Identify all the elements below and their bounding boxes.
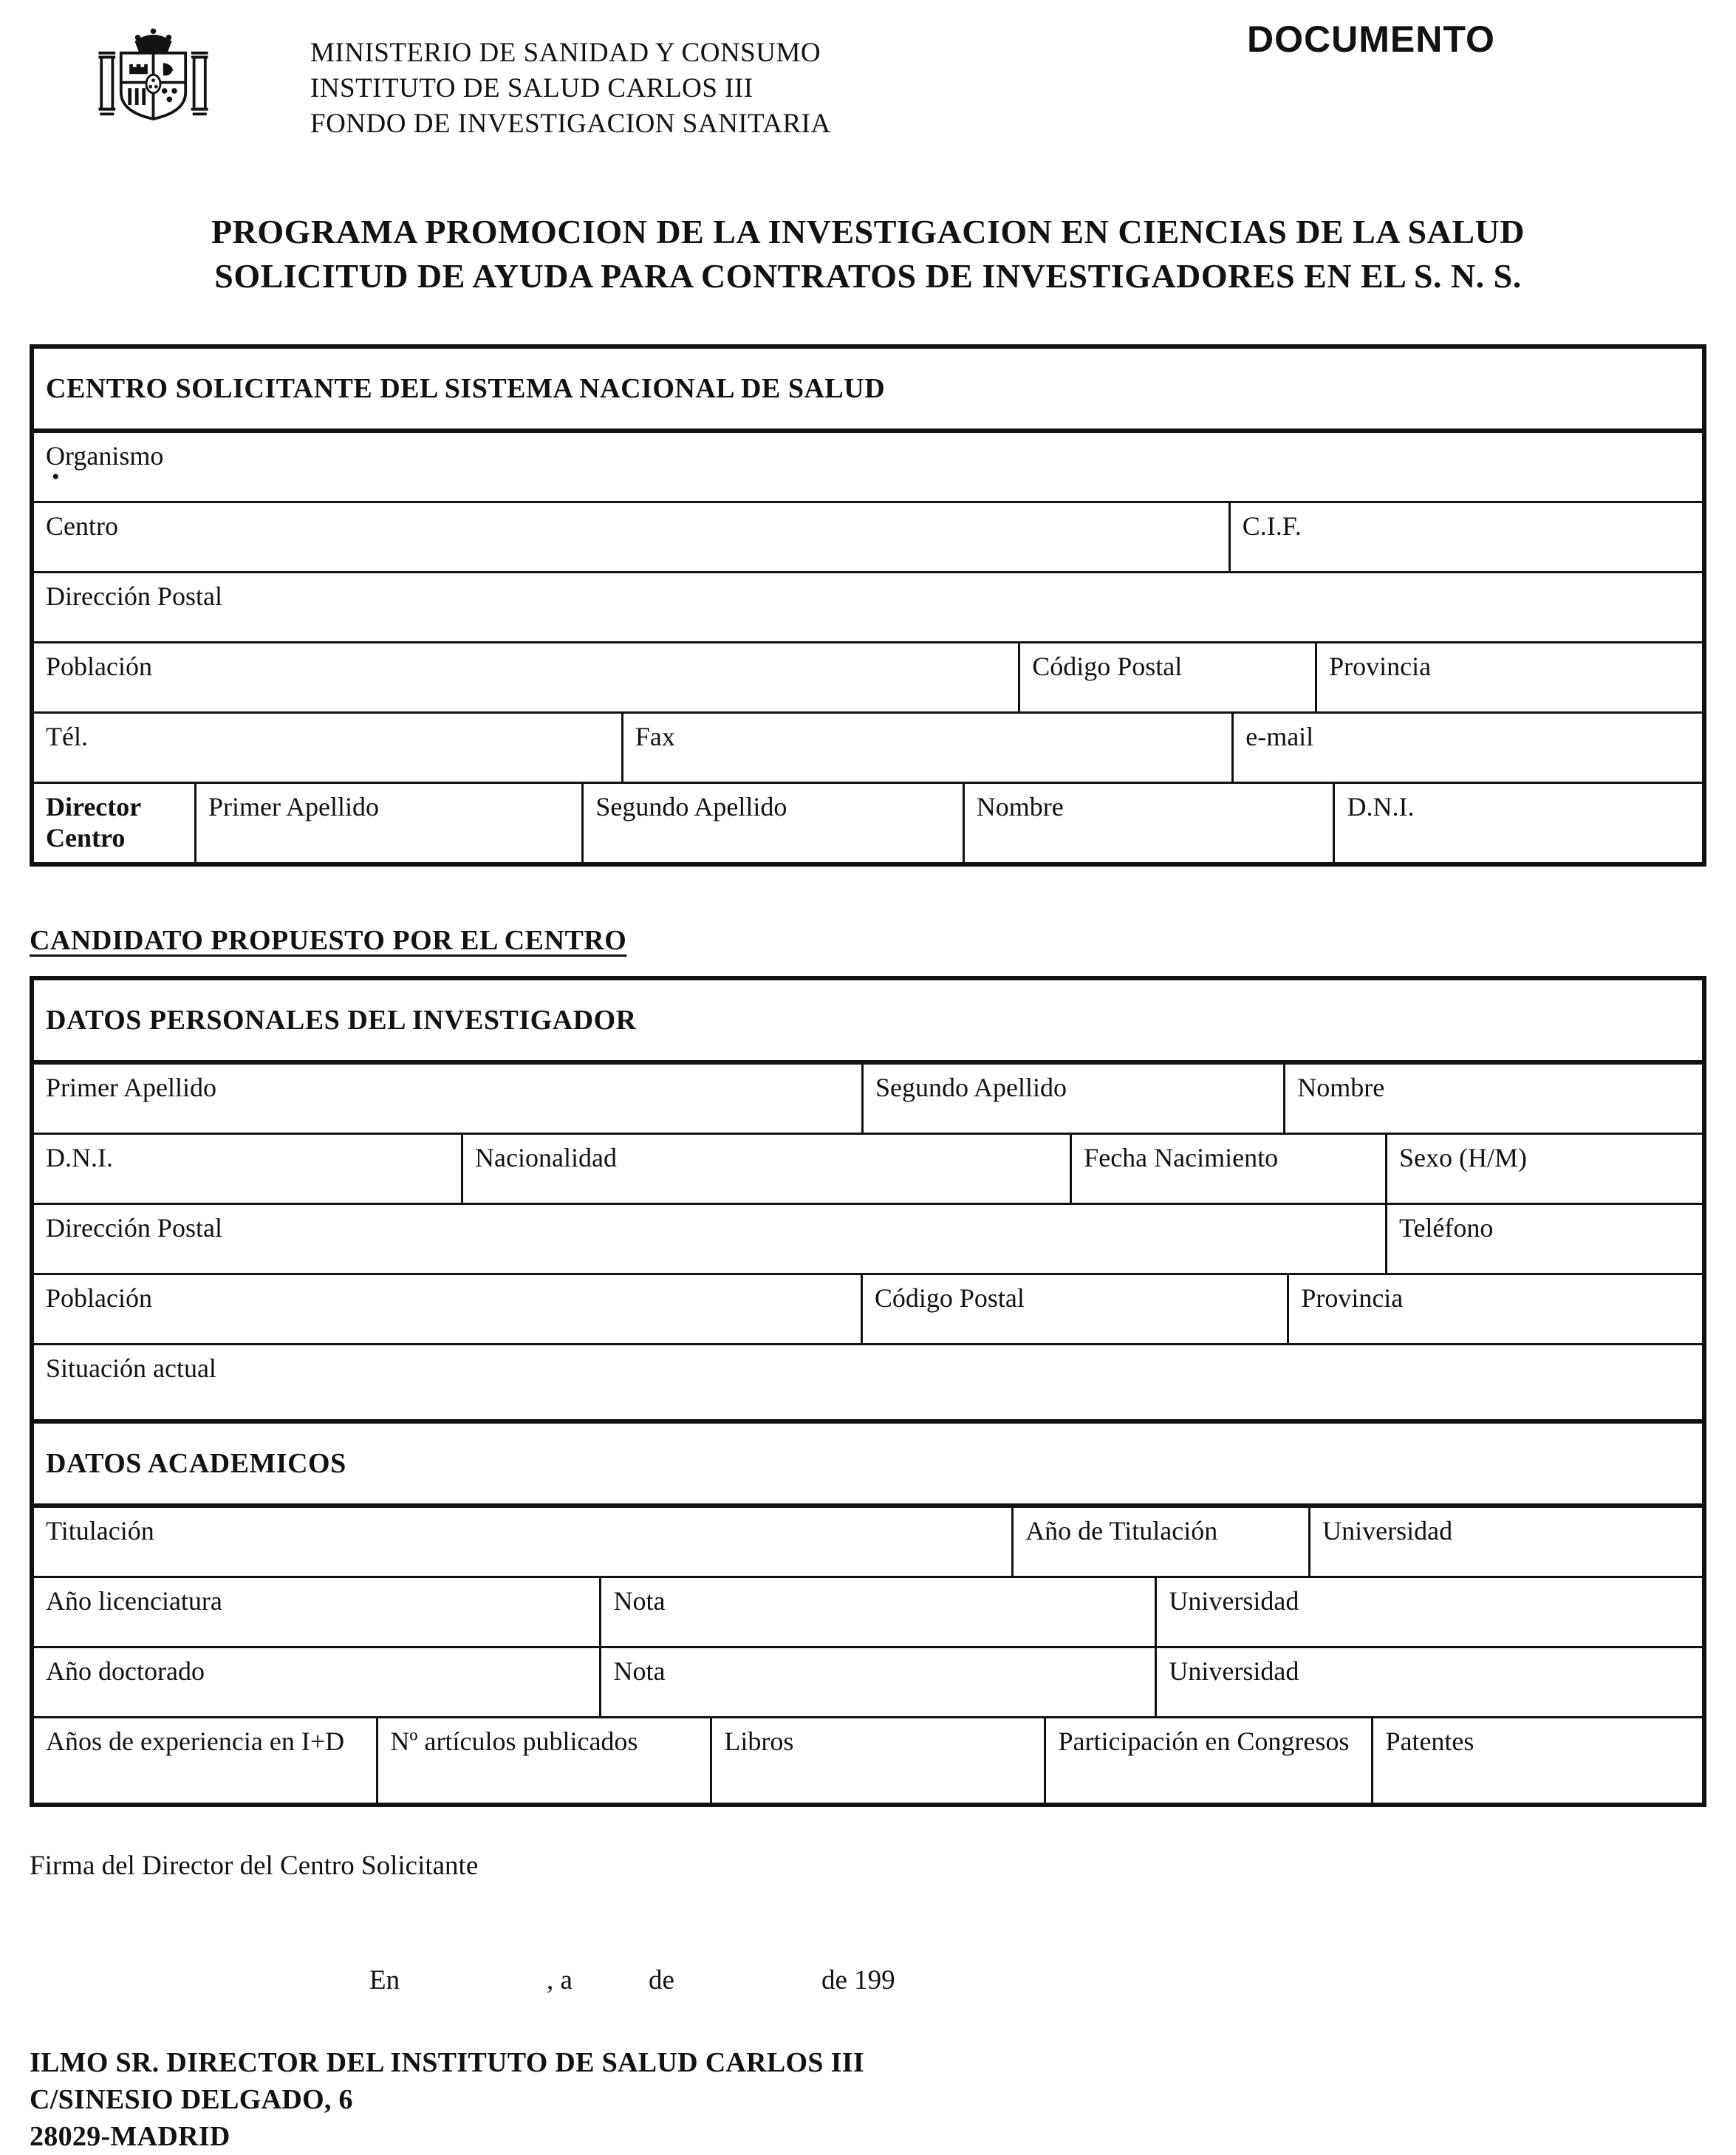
libros-field (710, 1718, 1044, 1803)
table-row (34, 1576, 1702, 1646)
date-a: , a (547, 1964, 573, 1995)
nota-label: Nota (613, 1656, 666, 1686)
personales-header-row (34, 980, 1702, 1060)
table-row (34, 571, 1702, 641)
ano-titulacion-label: Año de Titulación (1025, 1515, 1218, 1546)
nacionalidad-field (461, 1135, 1070, 1203)
ministry-line-1: MINISTERIO DE SANIDAD Y CONSUMO (310, 38, 821, 68)
codigo-postal-label: Código Postal (874, 1283, 1025, 1313)
sexo-field (1385, 1135, 1702, 1203)
universidad-label: Universidad (1322, 1515, 1453, 1546)
cif-label: C.I.F. (1242, 510, 1302, 541)
table-row (34, 1646, 1702, 1716)
inv-dni-field (34, 1135, 461, 1203)
inv-segundo-apellido-field (861, 1065, 1283, 1133)
table-row (34, 501, 1702, 571)
poblacion-label: Población (46, 1283, 152, 1313)
table-row (34, 1273, 1702, 1343)
document-type-label: DOCUMENTO (1247, 18, 1495, 60)
email-label: e-mail (1245, 721, 1314, 751)
universidad-label: Universidad (1169, 1656, 1299, 1686)
situacion-actual-field (34, 1345, 1702, 1419)
ano-titulacion-field (1011, 1508, 1308, 1576)
direccion-postal-field (34, 573, 1702, 641)
addressee-city: 28029-MADRID (30, 2121, 230, 2153)
dni-label: D.N.I. (1347, 791, 1415, 822)
fax-label: Fax (635, 721, 675, 751)
direccion-postal-label: Dirección Postal (46, 581, 222, 611)
articulos-publicados-field (376, 1718, 710, 1803)
firma-line: Firma del Director del Centro Solicitante (30, 1850, 479, 1881)
table-row (34, 782, 1702, 862)
candidato-heading: CANDIDATO PROPUESTO POR EL CENTRO (30, 924, 627, 956)
segundo-apellido-label: Segundo Apellido (595, 791, 787, 822)
nota-licenciatura-field (599, 1578, 1155, 1646)
inv-primer-apellido-field (34, 1065, 861, 1133)
codigo-postal-label: Código Postal (1032, 651, 1183, 681)
telefono-field (34, 714, 621, 782)
organismo-label: Organismo (46, 440, 164, 471)
stray-dot-mark: • (52, 464, 60, 489)
centro-table-header-row (34, 349, 1702, 428)
titulacion-field (34, 1508, 1011, 1576)
titulacion-label: Titulación (46, 1515, 154, 1546)
congresos-label: Participación en Congresos (1058, 1726, 1350, 1756)
director-nombre-field (963, 784, 1333, 862)
table-row (34, 1343, 1702, 1419)
table-row (34, 711, 1702, 782)
ano-doctorado-field (34, 1648, 599, 1716)
ministry-line-2: INSTITUTO DE SALUD CARLOS III (310, 73, 753, 104)
telefono-label: Teléfono (1398, 1212, 1494, 1243)
academicos-section-title: DATOS ACADEMICOS (46, 1447, 346, 1479)
fax-field (621, 714, 1231, 782)
fecha-nacimiento-label: Fecha Nacimiento (1084, 1142, 1279, 1172)
segundo-apellido-label: Segundo Apellido (875, 1072, 1067, 1102)
experiencia-id-field (34, 1718, 376, 1803)
table-row (34, 1203, 1702, 1273)
table-row (34, 428, 1702, 501)
primer-apellido-label: Primer Apellido (46, 1072, 216, 1102)
table-row (34, 1716, 1702, 1803)
ano-doctorado-label: Año doctorado (46, 1656, 205, 1686)
inv-codigo-postal-field (861, 1275, 1287, 1343)
inv-telefono-field (1385, 1205, 1702, 1273)
director-dni-field (1333, 784, 1702, 862)
form-title-line2: SOLICITUD DE AYUDA PARA CONTRATOS DE INVESTIGADORES EN EL S. N. S. (214, 257, 1522, 296)
form-title (30, 210, 1706, 298)
centro-field (34, 503, 1228, 571)
addressee-street: C/SINESIO DELGADO, 6 (30, 2084, 353, 2116)
codigo-postal-field (1018, 643, 1315, 711)
table-row (34, 1060, 1702, 1133)
sexo-label: Sexo (H/M) (1398, 1142, 1527, 1172)
nombre-label: Nombre (976, 791, 1064, 822)
patentes-field (1371, 1718, 1702, 1803)
centro-label: Centro (46, 510, 118, 541)
nacionalidad-label: Nacionalidad (475, 1142, 617, 1172)
table-row (34, 1503, 1702, 1576)
poblacion-label: Población (46, 651, 152, 681)
cif-field (1228, 503, 1702, 571)
fecha-nacimiento-field (1070, 1135, 1385, 1203)
ministry-line-3: FONDO DE INVESTIGACION SANITARIA (310, 109, 831, 140)
direccion-postal-label: Dirección Postal (46, 1212, 222, 1243)
organismo-field (34, 433, 1702, 501)
articulos-publicados-label: Nº artículos publicados (390, 1726, 638, 1756)
form-title-line1: PROGRAMA PROMOCION DE LA INVESTIGACION EN CIENCIAS DE LA SALUD (211, 213, 1525, 251)
patentes-label: Patentes (1385, 1726, 1474, 1756)
experiencia-id-label: Años de experiencia en I+D (46, 1726, 345, 1756)
inv-poblacion-field (34, 1275, 861, 1343)
director-centro-field (34, 784, 194, 862)
director-segundo-apellido-field (581, 784, 962, 862)
poblacion-field (34, 643, 1018, 711)
inv-nombre-field (1283, 1065, 1702, 1133)
universidad-doctorado-field (1155, 1648, 1702, 1716)
primer-apellido-label: Primer Apellido (208, 791, 379, 822)
ministry-block (310, 21, 831, 142)
nota-doctorado-field (599, 1648, 1155, 1716)
table-row (34, 641, 1702, 711)
telefono-label: Tél. (46, 721, 88, 751)
provincia-label: Provincia (1301, 1283, 1404, 1313)
date-de-199: de 199 (821, 1964, 895, 1995)
dni-label: D.N.I. (46, 1142, 113, 1172)
nombre-label: Nombre (1297, 1072, 1385, 1102)
universidad-titulacion-field (1308, 1508, 1702, 1576)
ano-licenciatura-field (34, 1578, 599, 1646)
academicos-header-row (34, 1419, 1702, 1503)
ano-licenciatura-label: Año licenciatura (46, 1585, 222, 1616)
candidato-table (30, 976, 1706, 1807)
date-line (30, 1964, 1706, 2000)
provincia-label: Provincia (1329, 651, 1432, 681)
addressee-line: ILMO SR. DIRECTOR DEL INSTITUTO DE SALUD CARLOS III (30, 2046, 864, 2078)
provincia-field (1315, 643, 1702, 711)
nota-label: Nota (613, 1585, 666, 1616)
table-row (34, 1133, 1702, 1203)
universidad-licenciatura-field (1155, 1578, 1702, 1646)
spain-coat-of-arms-icon (96, 21, 211, 133)
date-de: de (649, 1964, 674, 1995)
libros-label: Libros (724, 1726, 794, 1756)
centro-section-title: CENTRO SOLICITANTE DEL SISTEMA NACIONAL DE SALUD (46, 372, 886, 404)
director-primer-apellido-field (194, 784, 581, 862)
situacion-actual-label: Situación actual (46, 1353, 216, 1383)
addressee-block (30, 2044, 1706, 2155)
congresos-field (1044, 1718, 1371, 1803)
inv-provincia-field (1287, 1275, 1702, 1343)
date-en: En (369, 1964, 400, 1995)
universidad-label: Universidad (1169, 1585, 1299, 1616)
email-field (1231, 714, 1702, 782)
inv-direccion-postal-field (34, 1205, 1385, 1273)
personales-section-title: DATOS PERSONALES DEL INVESTIGADOR (46, 1004, 637, 1036)
centro-solicitante-table (30, 344, 1706, 867)
director-centro-label: Director Centro (46, 791, 141, 853)
